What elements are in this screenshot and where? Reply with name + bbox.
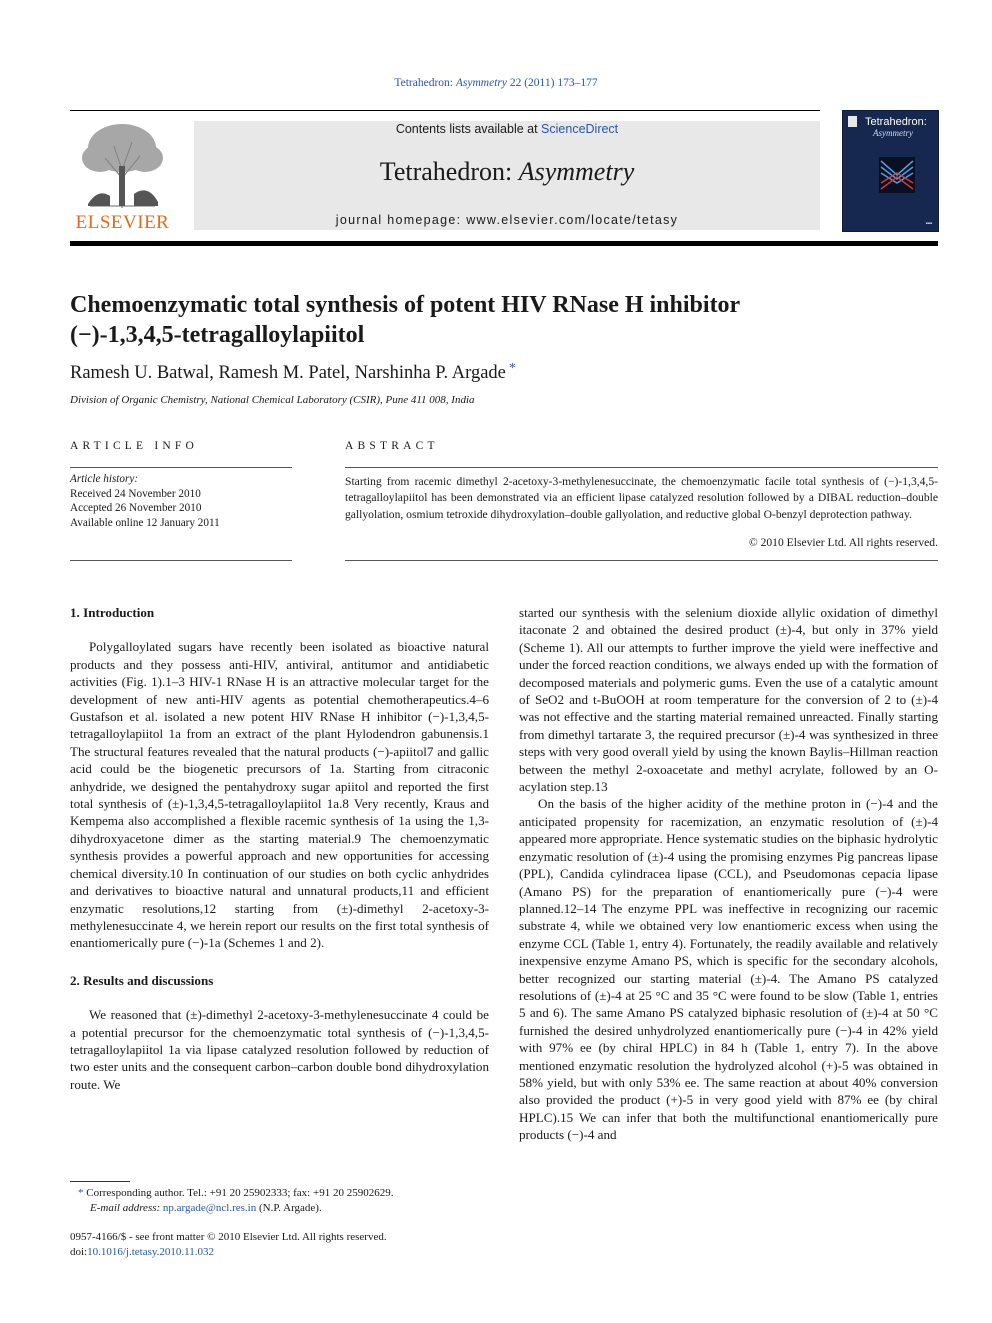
tree-of-knowledge-icon [70,118,175,210]
authors: Ramesh U. Batwal, Ramesh M. Patel, Narshinha P. Argade [70,363,506,383]
email-label: E-mail address: [90,1202,161,1214]
abstract-text: Starting from racemic dimethyl 2-acetoxy-3-methylenesuccinate, the chemoenzymatic facile total synthesis of (−)-1,3,4,5-tetragalloylapiitol has been demonstrated via an efficient lipase catalyzed resolution followed by a DIBAL reduction–double gallyolation, osmium tetroxide dihydroxylation–double gallyolation, and reductive global O-benzyl deprotection pathway. [345,475,938,521]
cover-title: Tetrahedron: [865,116,927,128]
email-link[interactable]: np.argade@ncl.res.in [162,1202,257,1214]
email-suffix: (N.P. Argade). [256,1202,322,1214]
doi-label: doi: [70,1245,88,1258]
abstract-rule [345,467,938,468]
article-info-rule [70,467,292,468]
section-heading-results: 2. Results and discussions [70,972,214,988]
introduction-paragraph: Polygalloylated sugars have recently been isolated as bioactive natural products and they possess anti-HIV, antiviral, antitumor and antidiabetic activities (Fig. 1).1–3 HIV-1 RNase H is an attractive molecular target for the development of new anti-HIV agents as potential chemotherapeutics.4–6 Gustafson et al. isolated a new potent HIV RNase H inhibitor (−)-1,3,4,5-tetragalloylapiitol 1a from an extract of the plant Hylodendron gabunensis.1 The structural features revealed that the natural products (−)-apiitol7 and gallic acid could be the biogenetic precursors of 1a. Starting from citraconic anhydride, we designed the pentahydroxy sugar apiitol and reported the first total synthesis of (±)-1,3,4,5-tetragalloylapiitol 1a.8 Very recently, Kraus and Kempema also accomplished a flexible racemic synthesis of 1a using the 1,3-dihydroxyacetone dimer as the starting material.9 The chemoenzymatic synthesis provides a powerful approach and new opportunities for accessing chemical diversity.10 In continuation of our studies on both cyclic anhydrides and derivatives to bioactive natural and unnatural products,11 and efficient enzymatic resolutions,12 starting from (±)-dimethyl 2-acetoxy-3-methylenesuccinate 4, we herein report our results on the first total synthesis of enantiomerically pure (−)-1a (Schemes 1 and 2). [70,639,489,951]
author-list [70,361,516,384]
article-history [70,472,220,530]
sciencedirect-link[interactable]: ScienceDirect [541,122,619,136]
journal-title-italic: Asymmetry [518,157,635,186]
article-title [70,290,930,350]
imprint [70,1230,387,1259]
citation-volume-pages: 22 (2011) 173–177 [506,77,598,89]
resolution-paragraph: On the basis of the higher acidity of the methine proton in (−)-4 and the anticipated propensity for racemization, an enzymatic resolution of (±)-4 appeared more appropriate. Hence systematic studies on the biphasic hydrolytic enzymatic resolution of (±)-4 using the promising enzymes Pig pancreas lipase (PPL), Candida cylindracea lipase (CCL), and Pseudomonas cepacia lipase (Amano PS) for the preparation of enantiomerically pure (−)-4 were planned.12–14 The enzyme PPL was ineffective in recognizing our racemic substrate 4, while we obtained very low enantiomeric excess when using the enzyme CCL (Table 1, entry 4). Fortunately, the readily available and relatively inexpensive enzyme Amano PS, which is specific for the secondary alcohols, better recognized our starting material (±)-4. The Amano PS catalyzed resolutions of (±)-4 at 25 °C and 35 °C were found to be slow (Table 1, entries 5 and 6). The same Amano PS catalyzed biphasic resolution of (±)-4 at 50 °C furnished the desired unhydrolyzed enantiomerically pure (−)-4 in 42% yield with 97% ee (by chiral HPLC) in 84 h (Table 1, entry 7). In the above mentioned enzymatic resolution the hydrolyzed alcohol (+)-5 was obtained in 58% yield, but with only 53% ee. The same reaction at about 40% conversion also provided the product (+)-5 in very good yield with 87% ee (by chiral HPLC).15 We can infer that both the multifunctional enantiomerically pure products (−)-4 and [519,796,938,1143]
article-title-line-2: (−)-1,3,4,5-tetragalloylapiitol [70,322,365,348]
corresponding-author-mark[interactable]: * [508,361,516,376]
cover-badge [848,116,857,127]
footnote-mark: * [78,1187,84,1199]
journal-masthead [194,121,820,230]
footnote-rule [70,1181,130,1182]
footnote [70,1186,490,1216]
abstract-heading: ABSTRACT [345,440,439,452]
journal-title-plain: Tetrahedron: [379,157,519,186]
body-right-column [519,604,938,1144]
received-date: Received 24 November 2010 [70,487,201,500]
article-title-line-1: Chemoenzymatic total synthesis of potent HIV RNase H inhibitor [70,292,741,318]
journal-homepage[interactable]: journal homepage: www.elsevier.com/locate/tetasy [335,213,679,227]
cover-subtitle: Asymmetry [873,128,913,138]
body-left-column [70,604,489,1093]
issn-line: 0957-4166/$ - see front matter © 2010 Elsevier Ltd. All rights reserved. [70,1231,387,1243]
header-rule [70,110,820,111]
corresponding-author-note: Corresponding author. Tel.: +91 20 25902333; fax: +91 20 25902629. [86,1187,394,1199]
elsevier-logo[interactable] [70,118,175,233]
article-info-heading: ARTICLE INFO [70,440,198,452]
publisher-name: ELSEVIER [75,212,170,233]
journal-cover-image[interactable] [842,110,939,232]
citation-journal-italic: Asymmetry [455,77,507,89]
citation-journal: Tetrahedron: [394,77,456,89]
cover-artwork-icon [879,157,915,193]
accepted-date: Accepted 26 November 2010 [70,502,202,514]
journal-citation[interactable] [0,77,992,89]
cover-footer-mark: ▪▪▪ [925,221,932,227]
results-paragraph: We reasoned that (±)-dimethyl 2-acetoxy-3-methylenesuccinate 4 could be a potential precursor for the chemoenzymatic total synthesis of (−)-1,3,4,5-tetragalloylapiitol 1a via lipase catalyzed resolution followed by reduction of two ester units and the consequent carbon–carbon double bond dihydroxylation route. We [70,1007,489,1092]
journal-title [194,157,820,187]
doi-link[interactable]: 10.1016/j.tetasy.2010.11.032 [87,1245,215,1258]
abstract-copyright: © 2010 Elsevier Ltd. All rights reserved. [748,536,938,549]
section-heading-introduction: 1. Introduction [70,605,155,620]
contents-prefix: Contents lists available at [395,122,542,136]
masthead-rule [70,241,938,246]
online-date: Available online 12 January 2011 [70,516,220,529]
contents-line [194,121,820,136]
results-paragraph-continued: started our synthesis with the selenium dioxide allylic oxidation of dimethyl itaconate 2 and obtained the desired product (±)-4, but only in 37% yield (Scheme 1). All our attempts to further improve the yield were ineffective and under the forced reaction conditions, we always ended up with the formation of decomposed materials and polymeric gums. Even the use of a catalytic amount of SeO2 and t-BuOOH at room temperature for the conversion of 2 to (±)-4 was not effective and the starting material remained unreacted. Finally starting from dimethyl tartarate 3, the required precursor (±)-4 was synthesized in three steps with very good overall yield by using the known Baylis–Hillman reaction between the methyl 2-oxoacetate and methyl acrylate, followed by an O-acylation step.13 [519,605,938,795]
history-label: Article history: [70,473,139,485]
affiliation: Division of Organic Chemistry, National Chemical Laboratory (CSIR), Pune 411 008, India [70,394,475,406]
article-info-bottom-rule [70,560,292,561]
abstract-bottom-rule [345,560,938,561]
